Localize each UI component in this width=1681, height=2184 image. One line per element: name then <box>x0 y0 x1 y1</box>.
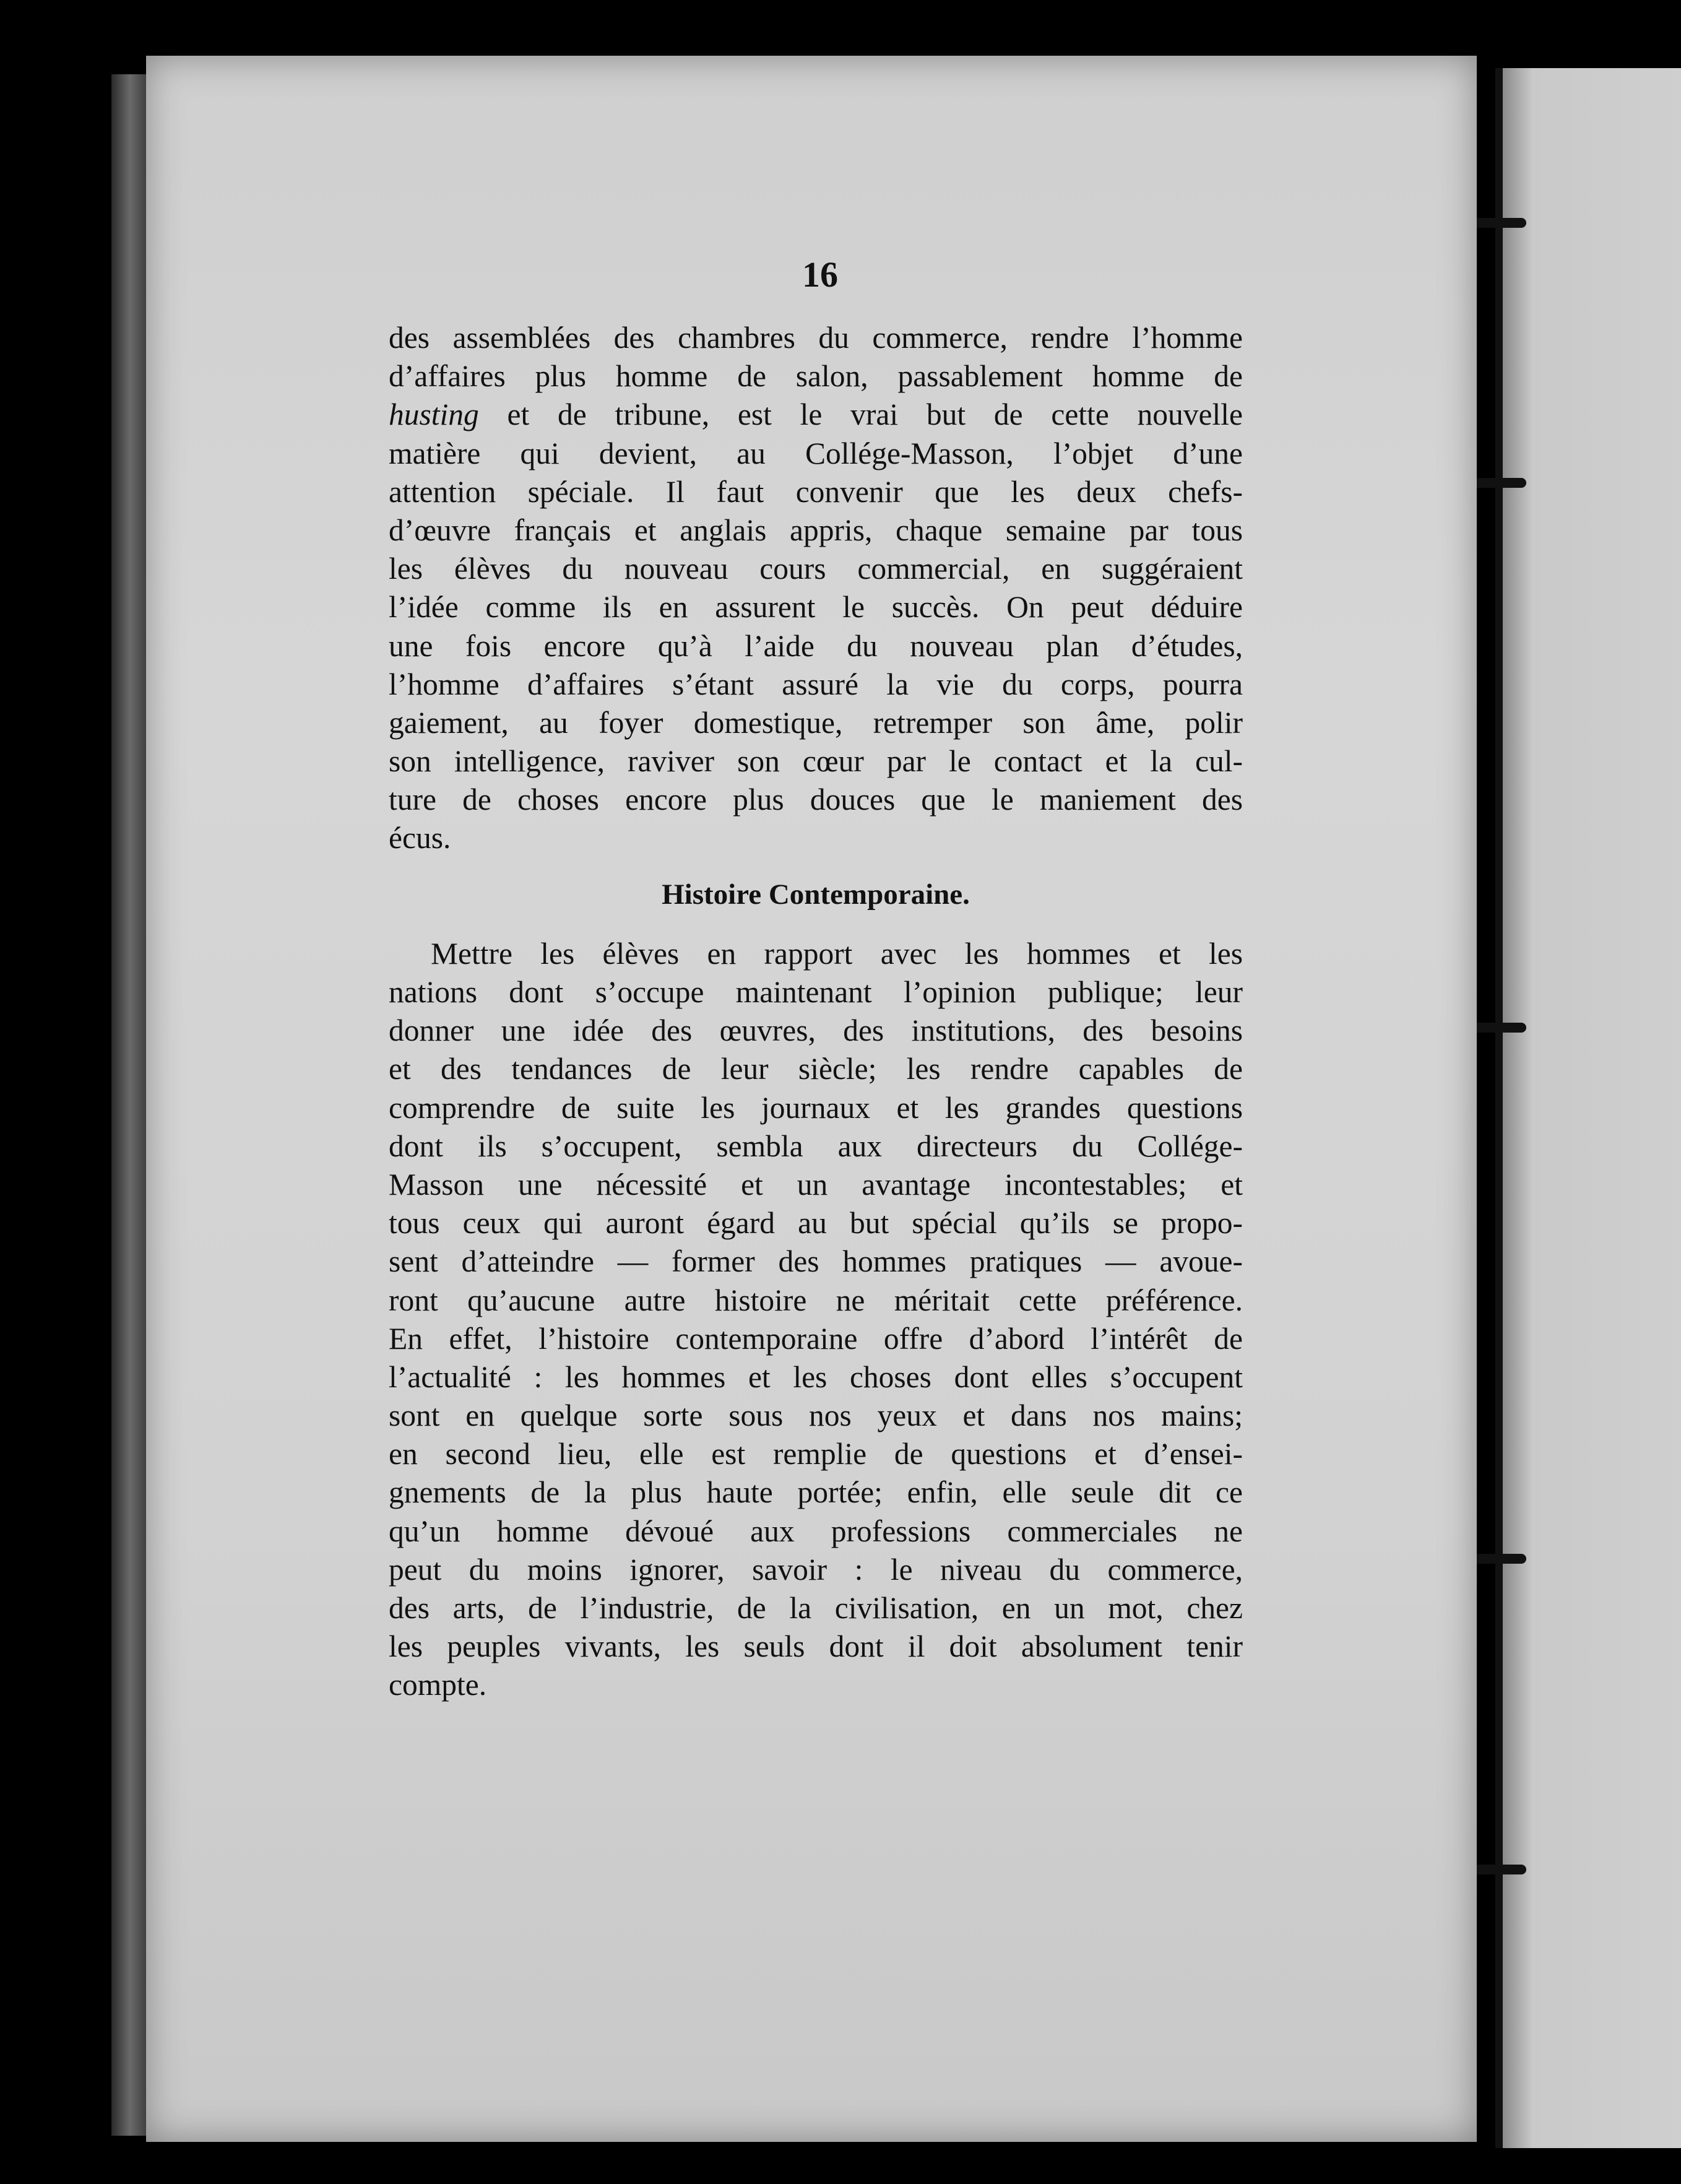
text-line: écus. <box>389 821 451 856</box>
body-text <box>389 319 1243 1705</box>
text-line: comprendre de suite les journaux et les grandes questions <box>389 1090 1243 1125</box>
text-line: Mettre les élèves en rapport avec les hommes et les <box>431 936 1243 971</box>
binding-stitch <box>1471 218 1526 228</box>
italic-word: husting <box>389 397 479 432</box>
adjacent-page-strip <box>1495 68 1681 2148</box>
text-line: son intelligence, raviver son cœur par le contact et la cul- <box>389 744 1243 779</box>
left-binding-edge <box>111 74 149 2136</box>
text-line: qu’un homme dévoué aux professions commerciales ne <box>389 1514 1243 1548</box>
text-line: des arts, de l’industrie, de la civilisation, en un mot, chez <box>389 1591 1243 1625</box>
text-line: compte. <box>389 1668 487 1702</box>
text-line: En effet, l’histoire contemporaine offre d’abord l’intérêt de <box>389 1321 1243 1356</box>
page-number: 16 <box>802 254 838 295</box>
paragraph-2 <box>389 935 1243 1705</box>
text-line: dont ils s’occupent, sembla aux directeurs du Collége- <box>389 1129 1243 1163</box>
binding-spine <box>1495 68 1503 2148</box>
text-line: l’homme d’affaires s’étant assuré la vie du corps, pourra <box>389 667 1243 701</box>
text-line: Masson une nécessité et un avantage incontestables; et <box>389 1167 1243 1202</box>
text-line: d’œuvre français et anglais appris, chaque semaine par tous <box>389 513 1243 547</box>
text-line: les peuples vivants, les seuls dont il doit absolument tenir <box>389 1629 1243 1664</box>
text-line: les élèves du nouveau cours commercial, en suggéraient <box>389 552 1243 586</box>
text-line: matière qui devient, au Collége-Masson, l’objet d’une <box>389 436 1243 470</box>
text-line: husting et de tribune, est le vrai but de cette nouvelle <box>389 397 1243 432</box>
section-heading: Histoire Contemporaine. <box>662 878 970 911</box>
binding-stitch <box>1471 1865 1526 1874</box>
text-line: nations dont s’occupe maintenant l’opinion publique; leur <box>389 975 1243 1009</box>
text-line: une fois encore qu’à l’aide du nouveau plan d’études, <box>389 628 1243 663</box>
binding-stitch <box>1471 1554 1526 1564</box>
text-line: attention spéciale. Il faut convenir que les deux chefs- <box>389 474 1243 509</box>
text-line: en second lieu, elle est remplie de questions et d’ensei- <box>389 1437 1243 1471</box>
text-line: gaiement, au foyer domestique, retremper son âme, polir <box>389 705 1243 740</box>
text-line: l’idée comme ils en assurent le succès. On peut déduire <box>389 590 1243 625</box>
text-line: peut du moins ignorer, savoir : le niveau du commerce, <box>389 1552 1243 1587</box>
text-line: tous ceux qui auront égard au but spécial qu’ils se propo- <box>389 1206 1243 1241</box>
binding-stitch <box>1471 1023 1526 1033</box>
paragraph-1 <box>389 319 1243 858</box>
text-line: des assemblées des chambres du commerce, rendre l’homme <box>389 321 1243 355</box>
text-line: gnements de la plus haute portée; enfin, elle seule dit ce <box>389 1475 1243 1510</box>
binding-stitch <box>1471 478 1526 488</box>
text-line: ront qu’aucune autre histoire ne méritait cette préférence. <box>389 1283 1243 1317</box>
text-line: et des tendances de leur siècle; les rendre capables de <box>389 1052 1243 1086</box>
text-line: sent d’atteindre — former des hommes pratiques — avoue- <box>389 1244 1243 1279</box>
text-line: sont en quelque sorte sous nos yeux et dans nos mains; <box>389 1398 1243 1433</box>
text-line: d’affaires plus homme de salon, passablement homme de <box>389 359 1243 394</box>
text-line: ture de choses encore plus douces que le maniement des <box>389 782 1243 817</box>
text-line: donner une idée des œuvres, des institutions, des besoins <box>389 1013 1243 1048</box>
text-line: l’actualité : les hommes et les choses dont elles s’occupent <box>389 1359 1243 1394</box>
